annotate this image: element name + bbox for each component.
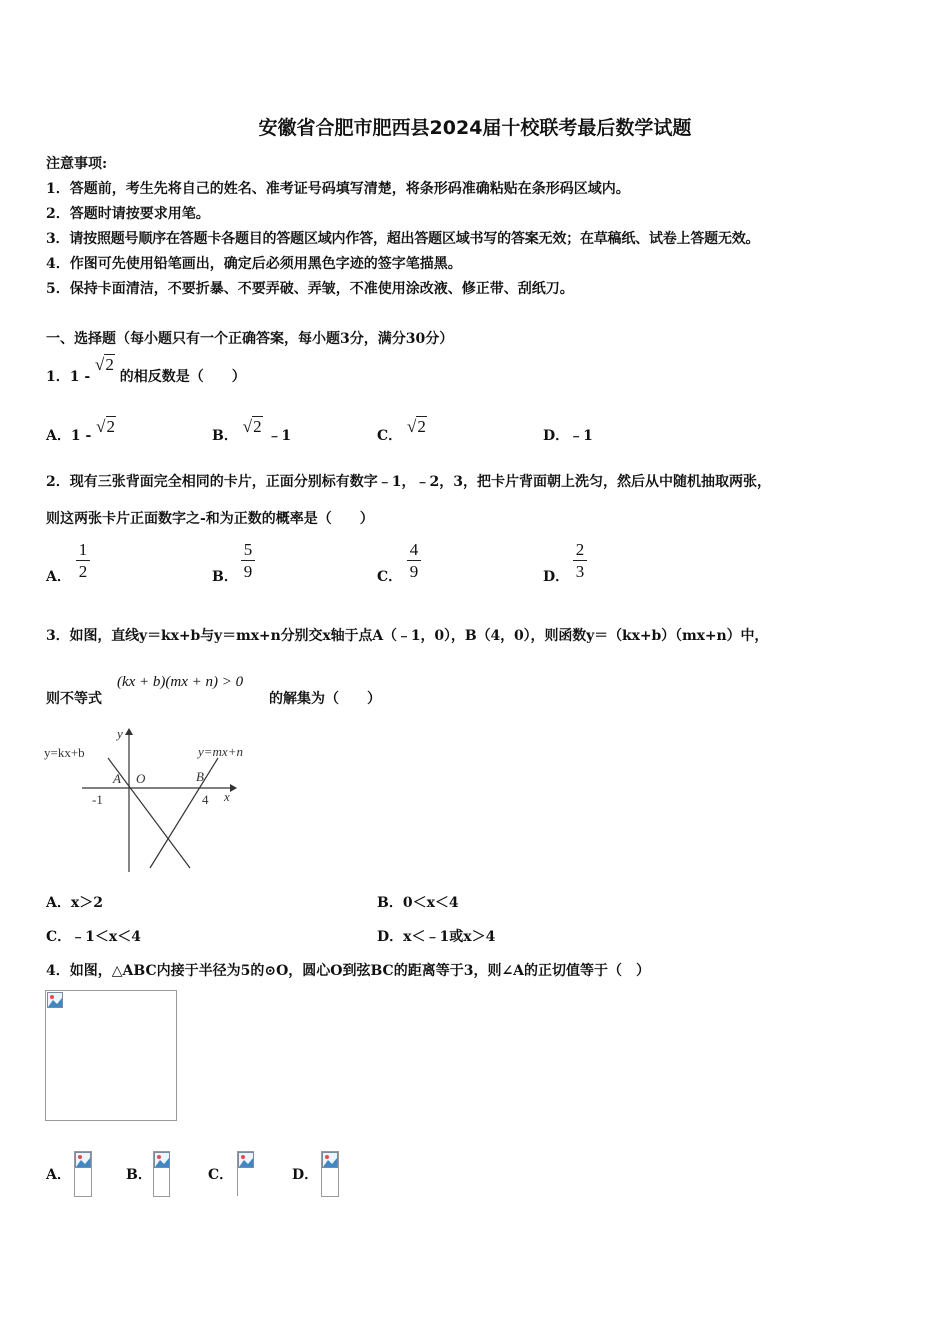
label-mx-n: y=mx+n	[198, 744, 243, 759]
notice-item: 3．请按照题号顺序在答题卡各题目的答题区域内作答，超出答题区域书写的答案无效；在草稿纸、试卷上答题无效。	[46, 231, 760, 247]
notice-item: 5．保持卡面清洁，不要折暴、不要弄破、弄皱，不准使用涂改液、修正带、刮纸刀。	[46, 281, 574, 297]
q3-line1: 3．如图，直线y＝kx+b与y＝mx+n分别交x轴于点A（﹣1，0），B（4，0），则函数y＝（kx+b）（mx+n）中，	[46, 628, 769, 644]
denominator: 9	[243, 562, 253, 581]
y-axis-arrow-icon	[125, 728, 133, 735]
q3-inequality: (kx + b)(mx + n) > 0	[117, 674, 244, 690]
notice-item: 2．答题时请按要求用笔。	[46, 206, 210, 222]
option-label: C．	[377, 428, 403, 444]
numerator: 4	[409, 540, 419, 559]
broken-image-icon	[47, 992, 63, 1008]
q4-option-b[interactable]: B．	[126, 1167, 152, 1183]
q1-stem	[46, 355, 246, 386]
q1-sqrt: √2	[95, 355, 114, 374]
label-kx-b: y=kx+b	[44, 745, 85, 760]
q4-figure-image	[45, 990, 177, 1121]
broken-image-icon	[322, 1152, 338, 1168]
x-axis-arrow-icon	[230, 784, 237, 792]
q2-option-d-fraction	[570, 540, 590, 583]
q3-option-d[interactable]: D．x＜﹣1或x＞4	[377, 929, 496, 945]
q2-option-b-fraction	[238, 540, 258, 583]
denominator: 2	[78, 562, 88, 581]
q1-option-b[interactable]	[212, 417, 292, 445]
q2-option-c-label[interactable]: C．	[377, 569, 403, 585]
sqrt-expr: √2	[242, 417, 262, 436]
q1-suffix: 的相反数是（ ）	[119, 369, 246, 385]
q2-line1: 2．现有三张背面完全相同的卡片，正面分别标有数字﹣1，﹣2，3，把卡片背面朝上洗匀，然后从中随机抽取两张，	[46, 474, 771, 490]
notice-item: 4．作图可先使用铅笔画出，确定后必须用黑色字迹的签字笔描黑。	[46, 256, 462, 272]
q4-option-a-image	[74, 1151, 92, 1197]
notice-heading: 注意事项:	[46, 156, 108, 172]
numerator: 2	[575, 540, 585, 559]
denominator: 9	[409, 562, 419, 581]
q3-option-b[interactable]: B．0＜x＜4	[377, 895, 459, 911]
q3-graph-figure	[40, 722, 270, 882]
q3-option-a[interactable]: A．x＞2	[46, 895, 103, 911]
q2-line2: 则这两张卡片正面数字之-和为正数的概率是（ ）	[46, 511, 374, 527]
broken-image-icon	[238, 1152, 254, 1168]
section-heading: 一、选择题（每小题只有一个正确答案，每小题3分，满分30分）	[46, 331, 454, 347]
option-label: A．1 -	[46, 428, 92, 444]
radicand: 2	[253, 417, 262, 436]
option-tail: ﹣1	[267, 428, 292, 444]
label-o: O	[136, 771, 146, 786]
numerator: 1	[78, 540, 88, 559]
option-label: B．	[212, 428, 238, 444]
q2-option-b-label[interactable]: B．	[212, 569, 238, 585]
q4-option-c-image	[237, 1151, 254, 1196]
notice-item: 1．答题前，考生先将自己的姓名、准考证号码填写清楚，将条形码准确粘贴在条形码区域内。	[46, 181, 630, 197]
q2-option-a-fraction	[73, 540, 93, 583]
q4-stem: 4．如图，△ABC内接于半径为5的⊙O，圆心O到弦BC的距离等于3，则∠A的正切值等于（ ）	[46, 963, 651, 979]
q1-prefix: 1．1 -	[46, 369, 91, 385]
radicand: 2	[106, 417, 116, 436]
q4-option-c[interactable]: C．	[208, 1167, 234, 1183]
radicand: 2	[417, 417, 426, 436]
tick-neg1: -1	[92, 792, 103, 807]
broken-image-icon	[154, 1152, 170, 1168]
numerator: 5	[243, 540, 253, 559]
sqrt-expr: √2	[407, 417, 426, 436]
q1-option-c[interactable]	[377, 417, 427, 445]
q3-line2-pre: 则不等式	[46, 691, 102, 707]
label-b: B	[196, 769, 204, 784]
line-mx-n	[150, 758, 218, 868]
tick-4: 4	[202, 792, 209, 807]
q1-option-a[interactable]	[46, 417, 116, 445]
q4-option-b-image	[153, 1151, 170, 1197]
q4-option-d[interactable]: D．	[292, 1167, 319, 1183]
label-a: A	[113, 771, 121, 786]
q2-option-d-label[interactable]: D．	[543, 569, 570, 585]
q2-option-c-fraction	[404, 540, 424, 583]
broken-image-icon	[75, 1152, 91, 1168]
page-title: 安徽省合肥市肥西县2024届十校联考最后数学试题	[258, 117, 692, 139]
q4-option-d-image	[321, 1151, 339, 1197]
q4-option-a[interactable]: A．	[46, 1167, 71, 1183]
q1-radicand: 2	[105, 355, 114, 374]
q3-line2-post: 的解集为（ ）	[269, 691, 381, 707]
denominator: 3	[575, 562, 585, 581]
label-x: x	[224, 789, 230, 804]
q1-option-d[interactable]: D．﹣1	[543, 428, 593, 444]
q2-option-a-label[interactable]: A．	[46, 569, 71, 585]
q3-option-c[interactable]: C．﹣1＜x＜4	[46, 929, 141, 945]
label-y: y	[117, 726, 123, 741]
sqrt-expr: √2	[96, 417, 116, 436]
